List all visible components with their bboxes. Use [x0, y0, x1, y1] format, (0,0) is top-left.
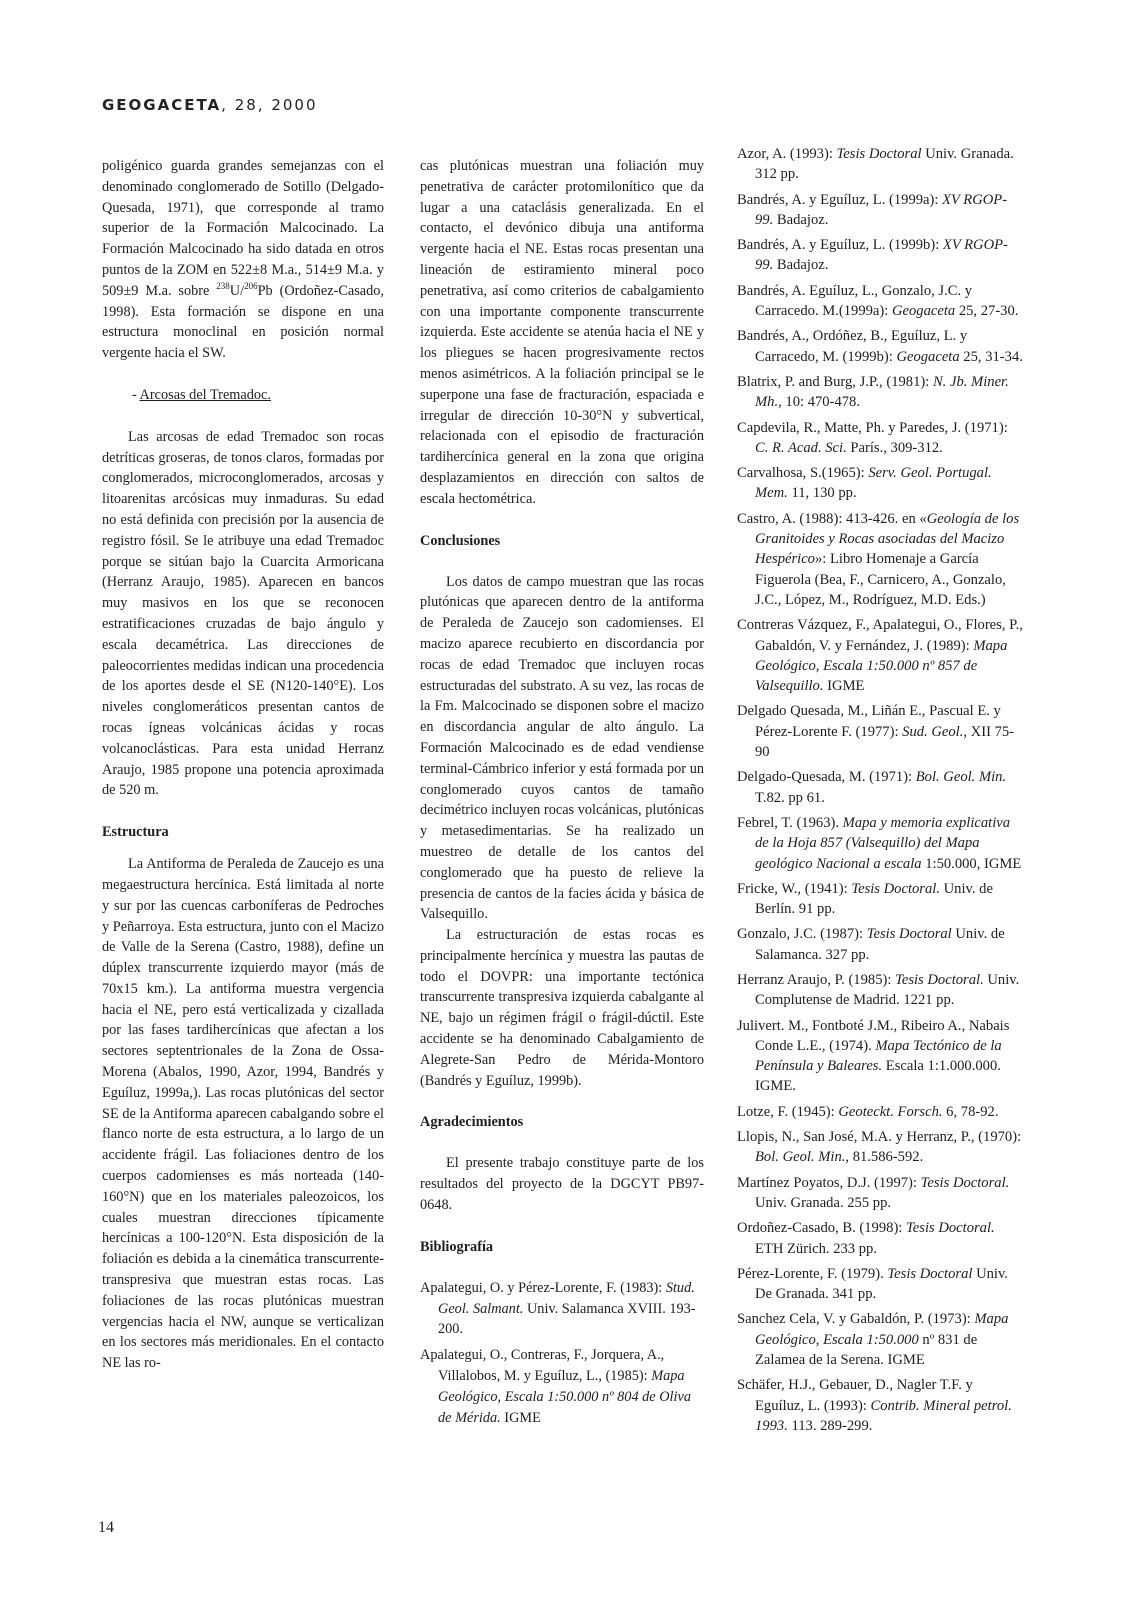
reference-item: Llopis, N., San José, M.A. y Herranz, P., (1970): Bol. Geol. Min., 81.586-592. [737, 1129, 1022, 1166]
reference-list [737, 144, 1023, 1436]
reference-item: Bandrés, A. y Eguíluz, L. (1999a): XV RGOP-99. Badajoz. [737, 191, 1008, 228]
reference-item: Herranz Araujo, P. (1985): Tesis Doctoral. Univ. Complutense de Madrid. 1221 pp. [737, 971, 1020, 1009]
reference-item: Bandrés, A. y Eguíluz, L. (1999b): XV RGOP-99. Badajoz. [737, 237, 1008, 274]
reference-item: Martínez Poyatos, D.J. (1997): Tesis Doctoral. Univ. Granada. 255 pp. [737, 1174, 1010, 1211]
reference-item: Gonzalo, J.C. (1987): Tesis Doctoral Univ. de Salamanca. 327 pp. [737, 926, 1005, 963]
paragraph: La estructuración de estas rocas es principalmente hercínica y muestra las pautas de todo el DOVPR: una importante tectónica transcurrente transpresiva izquierda cabalgante al NE, bajo un régimen frágil o frágil-dúctil. Este accidente se ha denominado Cabalgamiento de Alegrete-San Pedro de Mérida-Montoro (Bandrés y Eguíluz, 1999b). [420, 927, 704, 1089]
page-number: 14 [98, 1519, 114, 1536]
reference-item: Fricke, W., (1941): Tesis Doctoral. Univ. de Berlín. 91 pp. [737, 880, 993, 918]
reference-item: Pérez-Lorente, F. (1979). Tesis Doctoral Univ. De Granada. 341 pp. [737, 1265, 1008, 1303]
reference-item: Lotze, F. (1945): Geoteckt. Forsch. 6, 78-92. [737, 1103, 999, 1120]
section-heading: Estructura [102, 824, 169, 841]
section-heading: Conclusiones [420, 532, 501, 549]
right-column [737, 144, 1023, 1441]
reference-item: Apalategui, O. y Pérez-Lorente, F. (1983): Stud. Geol. Salmant. Univ. Salamanca XVIII. 193-200. [420, 1279, 696, 1338]
paragraph: cas plutónicas muestran una foliación muy penetrativa de carácter protomilonítico que da lugar a una cataclásis generalizada. En el contacto, el devónico dibuja una antiforma vergente hacia el NE. Estas rocas presentan una lineación de estiramiento mineral poco penetrativa, así como criterios de cabalgamiento con una importante componente transcurrente izquierda. Este accidente se atenúa hacia el NE y los pliegues se hacen progresivamente rectos menos asimétricos. A la foliación principal se le superpone una fase de fracturación, espaciada e irregular de dirección 10-30°N y subvertical, relacionada con el episodio de fracturación tardihercínica general en la zona que origina desplazamientos en dirección con saltos de escala hectométrica. [420, 158, 704, 507]
reference-list [420, 1278, 704, 1429]
reference-item: Julivert. M., Fontboté J.M., Ribeiro A., Nabais Conde L.E., (1974). Mapa Tectónico de la Península y Baleares. Escala 1:1.000.000. IGME. [737, 1017, 1010, 1095]
journal-name: GEOGACETA [102, 96, 222, 114]
section-heading: Bibliografía [420, 1238, 494, 1255]
reference-item: Ordoñez-Casado, B. (1998): Tesis Doctoral. ETH Zürich. 233 pp. [737, 1220, 995, 1257]
reference-item: Contreras Vázquez, F., Apalategui, O., Flores, P., Gabaldón, V. y Fernández, J. (1989): Mapa Geológico, Escala 1:50.000 nº 857 de Valsequillo. IGME [737, 617, 1023, 695]
section-subheading: - Arcosas del Tremadoc. [132, 386, 271, 403]
reference-item: Schäfer, H.J., Gebauer, D., Nagler T.F. y Eguíluz, L. (1993): Contrib. Mineral petrol. 1993. 113. 289-299. [737, 1377, 1012, 1434]
journal-issue: , 28, 2000 [221, 96, 318, 114]
reference-item: Febrel, T. (1963). Mapa y memoria explicativa de la Hoja 857 (Valsequillo) del Mapa geológico Nacional a escala 1:50.000, IGME [737, 814, 1022, 872]
section-heading: Agradecimientos [420, 1114, 524, 1131]
paragraph: Los datos de campo muestran que las rocas plutónicas que aparecen dentro de la antiforma de Peraleda de Zaucejo son cadomienses. El macizo aparece recubierto en discordancia por rocas de edad Tremadoc que incluyen rocas estructuradas del substrato. A su vez, las rocas de la Fm. Malcocinado se disponen sobre el macizo en discordancia angular de alto ángulo. La Formación Malcocinado es de edad vendiense terminal-Cámbrico inferior y está formada por un conglomerado cuyos cantos de tamaño decimétrico incluyen rocas volcánicas, plutónicas y metasedimentarias. Se ha realizado un muestreo de detalle de los cantos del conglomerado que ha puesto de relieve la presencia de cantos de la facies ácida y básica de Valsequillo. [420, 573, 704, 923]
reference-item: Sanchez Cela, V. y Gabaldón, P. (1973): Mapa Geológico, Escala 1:50.000 nº 831 de Zalamea de la Serena. IGME [737, 1311, 1009, 1369]
reference-item: Delgado Quesada, M., Liñán E., Pascual E. y Pérez-Lorente F. (1977): Sud. Geol., XII 75-90 [737, 703, 1015, 761]
journal-header [102, 96, 318, 114]
reference-item: Capdevila, R., Matte, Ph. y Paredes, J. (1971): C. R. Acad. Sci. París., 309-312. [737, 419, 1008, 456]
paragraph: El presente trabajo constituye parte de los resultados del proyecto de la DGCYT PB97-0648. [420, 1155, 704, 1214]
paragraph: Las arcosas de edad Tremadoc son rocas detríticas groseras, de tonos claros, formadas por conglomerados, microconglomerados, arcosas y litoarenitas arcósicas muy inmaduras. Su edad no está definida con precisión por la ausencia de registro fósil. Se le atribuye una edad Tremadoc porque se sitúan bajo la Cuarcita Armoricana (Herranz Araujo, 1985). Aparecen en bancos muy masivos en los que se reconocen estratificaciones cruzadas de bajo ángulo y escala decamétrica. Las direcciones de paleocorrientes medidas indican una procedencia de los aportes desde el SE (N120-140°E). Los niveles conglomeráticos presentan cantos de rocas ígneas volcánicas ácidas y rocas volcanoclásticas. Para esta unidad Herranz Araujo, 1985 propone una potencia aproximada de 520 m. [102, 428, 384, 799]
reference-item: Delgado-Quesada, M. (1971): Bol. Geol. Min. T.82. pp 61. [737, 769, 1007, 806]
middle-column [420, 156, 704, 1433]
reference-item: Carvalhosa, S.(1965): Serv. Geol. Portugal. Mem. 11, 130 pp. [737, 465, 992, 502]
reference-item: Blatrix, P. and Burg, J.P., (1981): N. Jb. Miner. Mh., 10: 470-478. [737, 373, 1009, 411]
paragraph: poligénico guarda grandes semejanzas con el denominado conglomerado de Sotillo (Delgado-Quesada, 1971), que corresponde al tramo superior de la Formación Malcocinado. La Formación Malcocinado ha sido datada en otros puntos de la ZOM en 522±8 M.a., 514±9 M.a. y 509±9 M.a. sobre $^{238}$U/$^{206}$Pb (Ordoñez-Casado, 1998). Esta formación se dispone en una estructura monoclinal en posición normal vergente hacia el SW. [102, 158, 384, 362]
reference-item: Castro, A. (1988): 413-426. en «Geología de los Granitoides y Rocas asociadas del Macizo Hespérico»: Libro Homenaje a García Figuerola (Bea, F., Carnicero, A., Gonzalo, J.C., López, M., Rodríguez, M.D. Eds.) [737, 510, 1020, 608]
reference-item: Azor, A. (1993): Tesis Doctoral Univ. Granada. 312 pp. [737, 146, 1014, 183]
reference-item: Apalategui, O., Contreras, F., Jorquera, A., Villalobos, M. y Eguíluz, L., (1985): Mapa Geológico, Escala 1:50.000 nº 804 de Oliva de Mérida. IGME [420, 1347, 691, 1426]
paragraph: La Antiforma de Peraleda de Zaucejo es una megaestructura hercínica. Está limitada al norte y sur por las cuencas carboníferas de Pedroches y Peñarroya. Esta estructura, junto con el Macizo de Valle de la Serena (Castro, 1988), define un dúplex transcurrente izquierdo mayor (más de 70x15 km.). La antiforma muestra vergencia hacia el NE, pero está verticalizada y cizallada por las fases tardihercínicas que afectan a los sectores septentrionales de la Zona de Ossa-Morena (Abalos, 1990, Azor, 1994, Bandrés y Eguíluz, 1999a,). Las rocas plutónicas del sector SE de la Antiforma aparecen cabalgando sobre el flanco norte de esta estructura, a lo largo de un accidente frágil. Las foliaciones dentro de los cuerpos cadomienses es más norteada (140-160°N) que en los materiales paleozoicos, los cuales muestran direcciones típicamente hercínicas a 100-120°N. Esta disposición de la foliación es debida a la cinemática transcurrente-transpresiva que muestran estas rocas. Las foliaciones de las rocas plutónicas muestran vergencias hacia el NW, aunque se verticalizan en los sectores más meridionales. En el contacto NE las ro- [102, 856, 384, 1372]
reference-item: Bandrés, A. Eguíluz, L., Gonzalo, J.C. y Carracedo. M.(1999a): Geogaceta 25, 27-30. [737, 282, 1019, 320]
left-column [102, 156, 384, 1374]
reference-item: Bandrés, A., Ordóñez, B., Eguíluz, L. y Carracedo, M. (1999b): Geogaceta 25, 31-34. [737, 328, 1023, 365]
